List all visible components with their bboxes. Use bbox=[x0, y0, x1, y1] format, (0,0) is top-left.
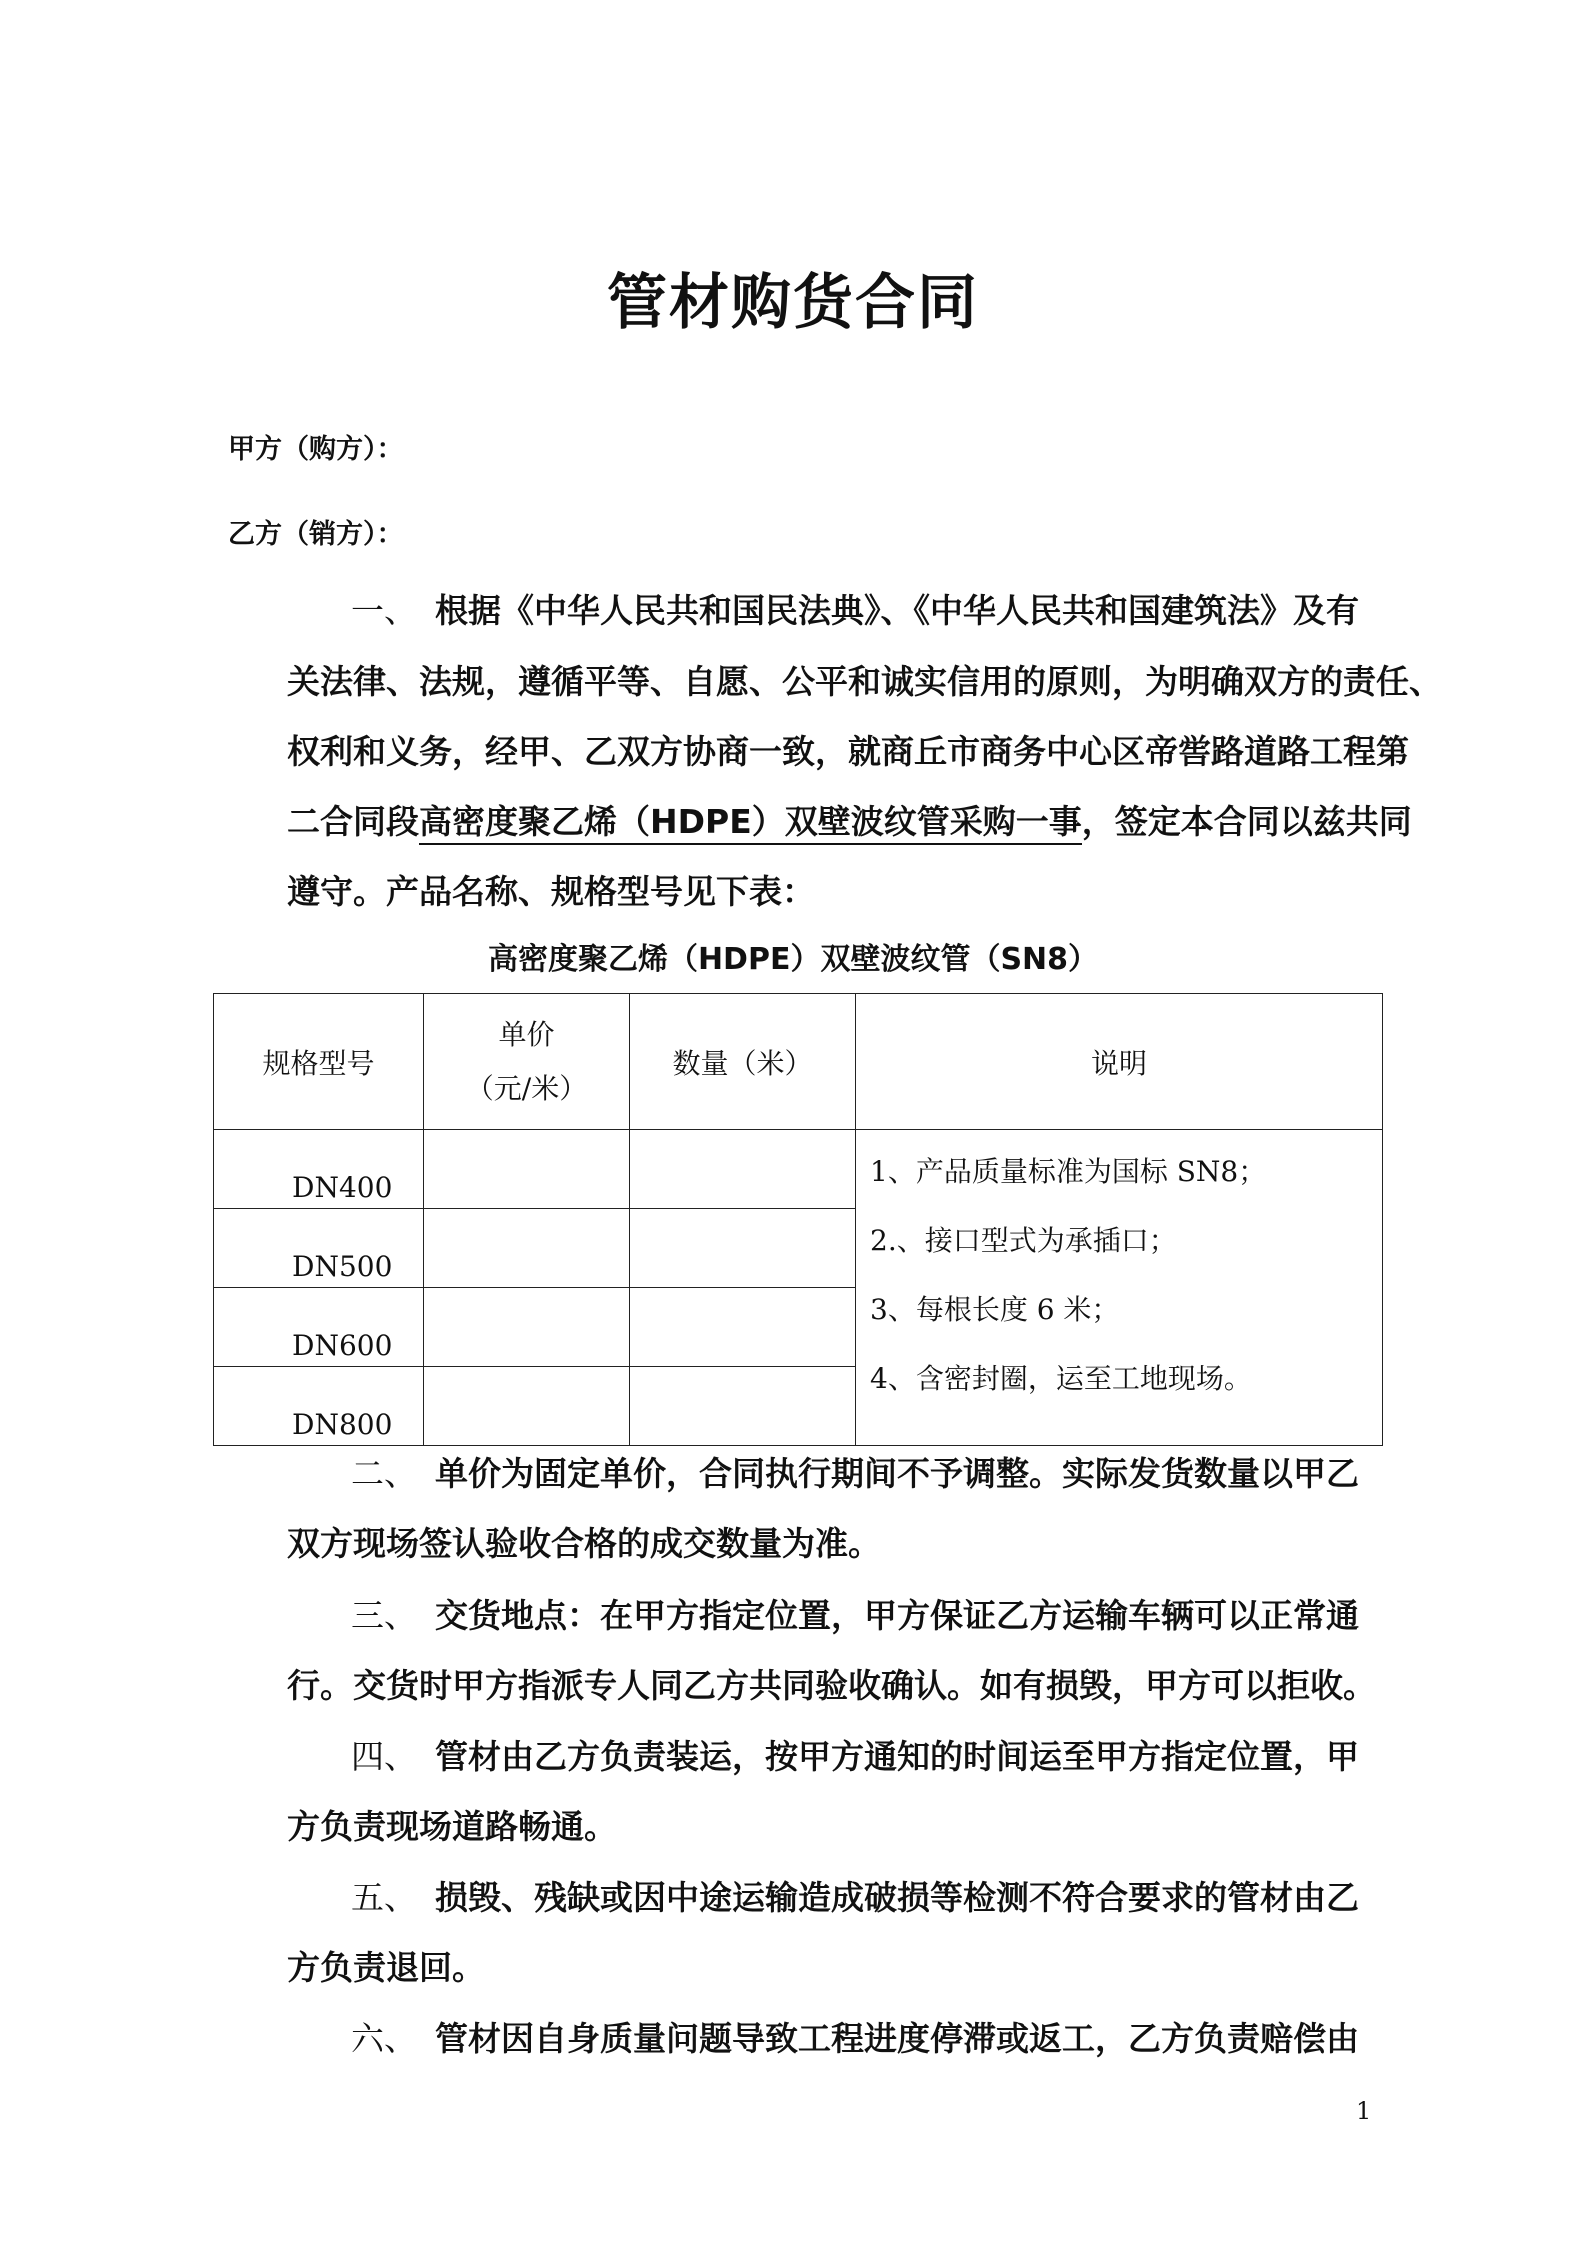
clause-6-number: 六、 bbox=[351, 2019, 417, 2058]
table-row bbox=[214, 1130, 1383, 1209]
price-cell bbox=[424, 1367, 630, 1446]
procurement-subject: 高密度聚乙烯（HDPE）双壁波纹管采购一事 bbox=[419, 802, 1082, 845]
model-cell: DN800 bbox=[214, 1367, 424, 1446]
table-caption: 高密度聚乙烯（HDPE）双壁波纹管（SN8） bbox=[487, 942, 1099, 977]
clause-2-line-2: 双方现场签认验收合格的成交数量为准。 bbox=[287, 1524, 881, 1563]
clause-1-line-2: 关法律、法规，遵循平等、自愿、公平和诚实信用的原则，为明确双方的责任、 bbox=[287, 662, 1442, 701]
model-cell: DN500 bbox=[214, 1209, 424, 1288]
clause-5-text-1: 损毁、残缺或因中途运输造成破损等检测不符合要求的管材由乙 bbox=[435, 1878, 1359, 1917]
party-b-label: 乙方（销方）： bbox=[228, 519, 404, 550]
quantity-cell bbox=[630, 1130, 856, 1209]
model-cell: DN600 bbox=[214, 1288, 424, 1367]
clause-6-text-1: 管材因自身质量问题导致工程进度停滞或返工，乙方负责赔偿由 bbox=[435, 2019, 1359, 2058]
header-price-line-1: 单价 bbox=[498, 1017, 555, 1051]
clause-3-number: 三、 bbox=[351, 1596, 417, 1635]
clause-1-line-4 bbox=[287, 796, 1412, 843]
clause-3-text-1: 交货地点：在甲方指定位置，甲方保证乙方运输车辆可以正常通 bbox=[435, 1596, 1359, 1635]
note-item: 3、每根长度 6 米； bbox=[870, 1293, 1120, 1326]
clause-1-line-4-suffix: ，签定本合同以兹共同 bbox=[1081, 802, 1412, 841]
document-title: 管材购货合同 bbox=[607, 268, 979, 338]
clause-5-line-1 bbox=[287, 1872, 1359, 1919]
header-unit-price bbox=[424, 994, 630, 1130]
clause-2-number: 二、 bbox=[351, 1454, 417, 1493]
party-a-label: 甲方（购方）： bbox=[228, 434, 404, 465]
clause-4-text-1: 管材由乙方负责装运，按甲方通知的时间运至甲方指定位置，甲 bbox=[435, 1737, 1359, 1776]
clause-4-number: 四、 bbox=[351, 1737, 417, 1776]
table-header-row bbox=[214, 994, 1383, 1130]
price-cell bbox=[424, 1288, 630, 1367]
clause-4-line-1 bbox=[287, 1731, 1359, 1778]
clause-1-line-5: 遵守。产品名称、规格型号见下表： bbox=[287, 872, 815, 911]
header-model: 规格型号 bbox=[214, 994, 424, 1130]
clause-6-line-1 bbox=[287, 2013, 1359, 2060]
clause-1-line-4-prefix: 二合同段 bbox=[287, 802, 419, 841]
clause-4-line-2: 方负责现场道路畅通。 bbox=[287, 1807, 617, 1846]
clause-5-line-2: 方负责退回。 bbox=[287, 1948, 485, 1987]
header-price-line-2: （元/米） bbox=[465, 1071, 588, 1105]
quantity-cell bbox=[630, 1288, 856, 1367]
header-notes: 说明 bbox=[856, 994, 1383, 1130]
clause-1-number: 一、 bbox=[351, 591, 417, 630]
clause-1-line-1 bbox=[287, 585, 1359, 632]
quantity-cell bbox=[630, 1367, 856, 1446]
clause-2-line-1 bbox=[287, 1448, 1359, 1495]
clause-1-text-1: 根据《中华人民共和国民法典》、《中华人民共和国建筑法》及有 bbox=[435, 591, 1359, 630]
clause-5-number: 五、 bbox=[351, 1878, 417, 1917]
clause-3-line-2: 行。交货时甲方指派专人同乙方共同验收确认。如有损毁，甲方可以拒收。 bbox=[287, 1666, 1376, 1705]
page-number: 1 bbox=[1356, 2097, 1372, 2125]
price-cell bbox=[424, 1209, 630, 1288]
model-cell: DN400 bbox=[214, 1130, 424, 1209]
quantity-cell bbox=[630, 1209, 856, 1288]
note-item: 4、含密封圈，运至工地现场。 bbox=[870, 1362, 1252, 1395]
product-spec-table bbox=[213, 993, 1383, 1446]
note-item: 1、产品质量标准为国标 SN8； bbox=[870, 1155, 1267, 1188]
price-cell bbox=[424, 1130, 630, 1209]
notes-cell bbox=[856, 1130, 1383, 1446]
note-item: 2.、接口型式为承插口； bbox=[870, 1224, 1177, 1257]
clause-2-text-1: 单价为固定单价，合同执行期间不予调整。实际发货数量以甲乙 bbox=[435, 1454, 1359, 1493]
header-quantity: 数量（米） bbox=[630, 994, 856, 1130]
clause-3-line-1 bbox=[287, 1590, 1359, 1637]
clause-1-line-3: 权利和义务，经甲、乙双方协商一致，就商丘市商务中心区帝喾路道路工程第 bbox=[287, 732, 1409, 771]
